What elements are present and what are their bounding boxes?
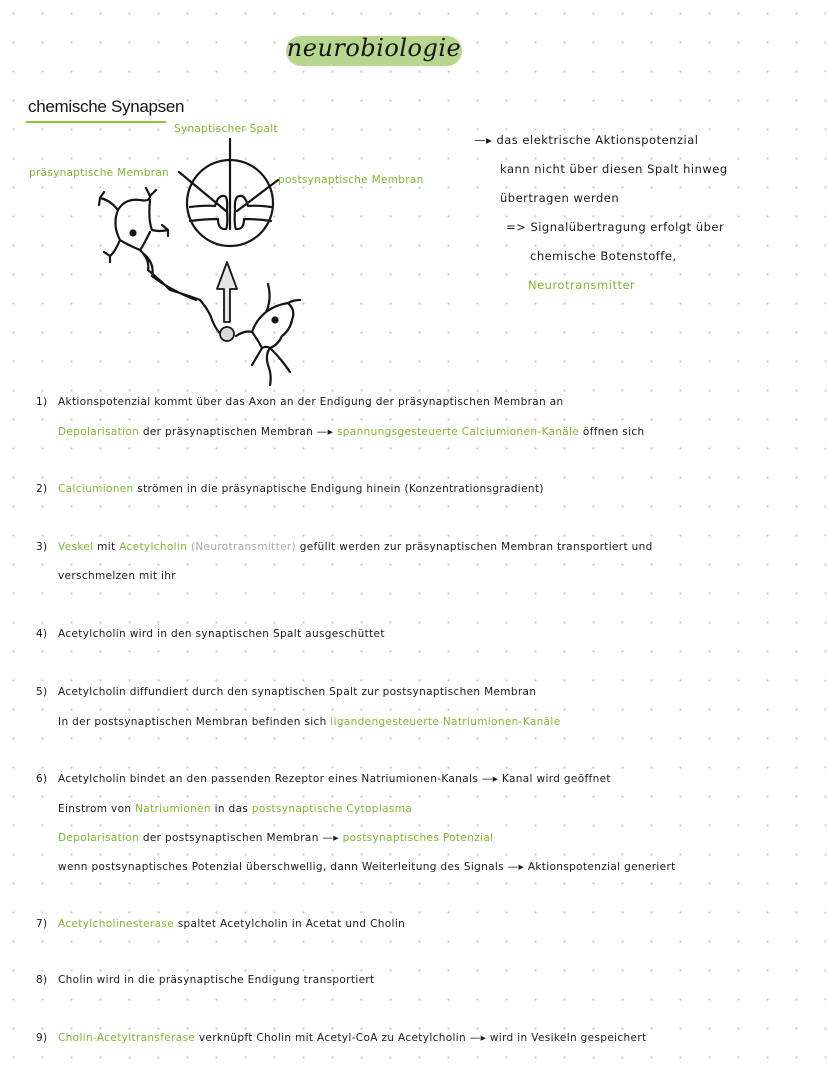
- step-text: der postsynaptischen Membran —▸: [139, 832, 343, 844]
- step-number: 8): [36, 974, 48, 986]
- synapse-highlight-icon: [220, 327, 234, 341]
- highlighted-term: Calciumionen: [58, 483, 134, 495]
- step-text: Aktionspotenzial kommt über das Axon an der Endigung der präsynaptischen Membran an: [58, 396, 564, 408]
- highlighted-term: Acetylcholinesterase: [58, 918, 175, 930]
- arrow-icon: —▸: [474, 133, 493, 147]
- step-text: Einstrom von: [58, 803, 136, 815]
- step-number: 9): [36, 1032, 48, 1044]
- step-2-line-1: [36, 483, 544, 495]
- side-note-line-4: => Signalübertragung erfolgt über: [506, 220, 725, 234]
- highlighted-term: Depolarisation: [58, 426, 140, 438]
- step-5-line-2: [58, 716, 561, 728]
- page-title: neurobiologie: [286, 34, 462, 62]
- step-6-line-2: [58, 803, 412, 815]
- step-text: Cholin wird in die präsynaptische Endigung transportiert: [58, 974, 375, 986]
- step-9-line-1: [36, 1032, 646, 1044]
- step-text: wenn postsynaptisches Potenzial überschwellig, dann Weiterleitung des Signals —▸ Aktionspotenzial generiert: [58, 861, 676, 873]
- step-text: verschmelzen mit ihr: [58, 570, 176, 582]
- side-note-line-1: —▸ das elektrische Aktionspotenzial: [474, 133, 699, 147]
- step-number: 1): [36, 396, 48, 408]
- highlighted-term: Cholin-Acetyltransferase: [58, 1032, 196, 1044]
- step-number: 4): [36, 628, 48, 640]
- highlighted-term: Veskel: [58, 541, 94, 553]
- highlighted-term: Acetylcholin: [119, 541, 188, 553]
- step-text: In der postsynaptischen Membran befinden sich: [58, 716, 331, 728]
- step-text: der präsynaptischen Membran —▸: [139, 426, 337, 438]
- step-text: gefüllt werden zur präsynaptischen Membran transportiert und: [296, 541, 653, 553]
- step-5-line-1: [36, 686, 536, 698]
- highlighted-term: ligandengesteuerte Natriumionen-Kanäle: [330, 716, 561, 728]
- implies-icon: =>: [506, 220, 527, 234]
- highlighted-term: Depolarisation: [58, 832, 140, 844]
- step-text: strömen in die präsynaptische Endigung hinein (Konzentrationsgradient): [133, 483, 544, 495]
- up-arrow-icon: [217, 262, 237, 322]
- label-postsynaptic-membrane: postsynaptische Membran: [278, 174, 424, 186]
- step-3-line-1: [36, 541, 653, 553]
- side-note-line-2: kann nicht über diesen Spalt hinweg: [500, 162, 728, 176]
- label-synaptic-cleft: Synaptischer Spalt: [174, 123, 278, 135]
- step-4-line-1: [36, 628, 385, 640]
- section-heading: chemische Synapsen: [28, 97, 185, 116]
- step-6-line-3: [58, 832, 493, 844]
- step-text: Acetylcholin wird in den synaptischen Spalt ausgeschüttet: [58, 628, 385, 640]
- step-3-line-2: [58, 570, 176, 582]
- step-1-line-2: [58, 426, 645, 438]
- step-text: Acetylcholin bindet an den passenden Rezeptor eines Natriumionen-Kanals —▸ Kanal wird geöffnet: [58, 773, 611, 785]
- highlighted-term: postsynaptische Cytoplasma: [251, 803, 413, 815]
- highlighted-term: postsynaptisches Potenzial: [342, 832, 494, 844]
- step-text: verknüpft Cholin mit Acetyl-CoA zu Acetylcholin —▸ wird in Vesikeln gespeichert: [195, 1032, 647, 1044]
- step-text: Acetylcholin diffundiert durch den synaptischen Spalt zur postsynaptischen Membran: [58, 686, 537, 698]
- step-text: öffnen sich: [579, 426, 645, 438]
- postsynaptic-neuron-icon: [236, 284, 300, 385]
- step-8-line-1: [36, 974, 375, 986]
- side-note-line-5: chemische Botenstoffe,: [530, 249, 677, 263]
- step-number: 5): [36, 686, 48, 698]
- presynaptic-neuron-icon: [99, 188, 224, 336]
- step-6-line-4: [58, 861, 676, 873]
- side-note-line-6: Neurotransmitter: [528, 278, 636, 292]
- step-text: in das: [210, 803, 252, 815]
- step-number: 3): [36, 541, 48, 553]
- step-number: 6): [36, 773, 48, 785]
- step-text: mit: [93, 541, 120, 553]
- highlighted-term: spannungsgesteuerte Calciumionen-Kanäle: [336, 426, 580, 438]
- step-text: spaltet Acetylcholin in Acetat und Cholin: [174, 918, 406, 930]
- step-6-line-1: [36, 773, 611, 785]
- step-number: 2): [36, 483, 48, 495]
- label-presynaptic-membrane: präsynaptische Membran: [29, 167, 170, 179]
- highlighted-term: Natriumionen: [135, 803, 211, 815]
- step-1-line-1: [36, 396, 564, 408]
- muted-note: (Neurotransmitter): [187, 541, 297, 553]
- side-note-line-3: übertragen werden: [500, 191, 620, 205]
- step-7-line-1: [36, 918, 405, 930]
- step-number: 7): [36, 918, 48, 930]
